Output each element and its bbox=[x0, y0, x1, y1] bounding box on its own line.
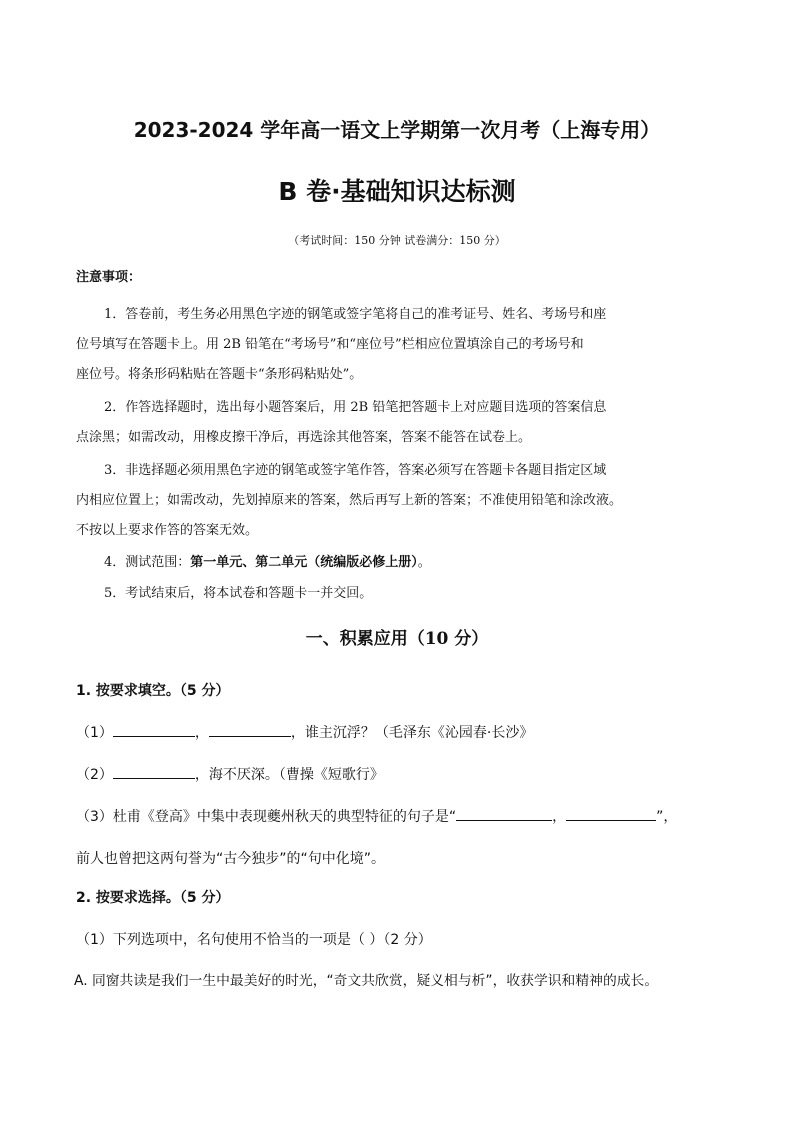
exam-subtitle: B 卷·基础知识达标测 bbox=[278, 177, 516, 206]
question-1-part-3-cont: 前人也曾把这两句誉为“古今独步”的“句中化境”。 bbox=[76, 851, 386, 867]
part-number: （2） bbox=[76, 767, 113, 783]
notice-item-4-suffix: 。 bbox=[417, 555, 431, 570]
answer-blank[interactable] bbox=[113, 764, 195, 779]
answer-blank[interactable] bbox=[209, 722, 291, 737]
notice-line: 位号填写在答题卡上。用 2B 铅笔在“考场号”和“座位号”栏相应位置填涂自己的考场号和 bbox=[76, 337, 584, 352]
notice-line: 1．答卷前，考生务必用黑色字迹的钢笔或签字笔将自己的准考证号、姓名、考场号和座 bbox=[104, 307, 607, 322]
exam-meta: （考试时间：150 分钟 试卷满分：150 分） bbox=[288, 234, 506, 247]
answer-blank[interactable] bbox=[566, 806, 656, 821]
separator: ， bbox=[194, 725, 209, 741]
notice-line: 3．非选择题必须用黑色字迹的钢笔或签字笔作答，答案必须写在答题卡各题目指定区域 bbox=[104, 463, 607, 478]
question-1-part-3 bbox=[76, 806, 677, 826]
answer-blank[interactable] bbox=[456, 806, 552, 821]
notice-line: 5．考试结束后，将本试卷和答题卡一并交回。 bbox=[104, 586, 373, 601]
part-text-end: ”， bbox=[656, 809, 678, 825]
part-text: ，海不厌深。（曹操《短歌行》 bbox=[194, 767, 384, 783]
notice-line: 点涂黑；如需改动，用橡皮擦干净后，再选涂其他答案，答案不能答在试卷上。 bbox=[76, 430, 532, 445]
notice-heading: 注意事项： bbox=[76, 270, 142, 285]
separator: ， bbox=[552, 809, 567, 825]
option-a[interactable]: A. 同窗共读是我们一生中最美好的时光，“奇文共欣赏，疑义相与析”，收获学识和精神的成长。 bbox=[74, 973, 659, 989]
question-1-part-2 bbox=[76, 764, 384, 784]
part-number: （1） bbox=[76, 725, 113, 741]
part-text: （3）杜甫《登高》中集中表现夔州秋天的典型特征的句子是“ bbox=[76, 809, 457, 825]
question-1-heading: 1. 按要求填空。（5 分） bbox=[76, 683, 230, 699]
question-2-part-1: （1）下列选项中，名句使用不恰当的一项是（ ）（2 分） bbox=[76, 932, 432, 948]
notice-line: 座位号。将条形码粘贴在答题卡“条形码粘贴处”。 bbox=[76, 367, 363, 382]
notice-line: 不按以上要求作答的答案无效。 bbox=[76, 523, 259, 538]
question-2-heading: 2. 按要求选择。（5 分） bbox=[76, 890, 230, 906]
section-title: 一、积累应用（10 分） bbox=[305, 629, 489, 649]
notice-item-4 bbox=[104, 551, 431, 570]
test-scope: 第一单元、第二单元（统编版必修上册） bbox=[190, 555, 418, 570]
question-1-part-1 bbox=[76, 722, 533, 742]
notice-line: 内相应位置上；如需改动，先划掉原来的答案，然后再写上新的答案；不准使用铅笔和涂改液。 bbox=[76, 493, 623, 508]
notice-item-4-prefix: 4．测试范围： bbox=[104, 555, 191, 570]
exam-title: 2023-2024 学年高一语文上学期第一次月考（上海专用） bbox=[133, 118, 661, 142]
part-text: ，谁主沉浮？（毛泽东《沁园春·长沙》 bbox=[290, 725, 534, 741]
answer-blank[interactable] bbox=[113, 722, 195, 737]
notice-line: 2．作答选择题时，选出每小题答案后，用 2B 铅笔把答题卡上对应题目选项的答案信息 bbox=[104, 400, 607, 415]
